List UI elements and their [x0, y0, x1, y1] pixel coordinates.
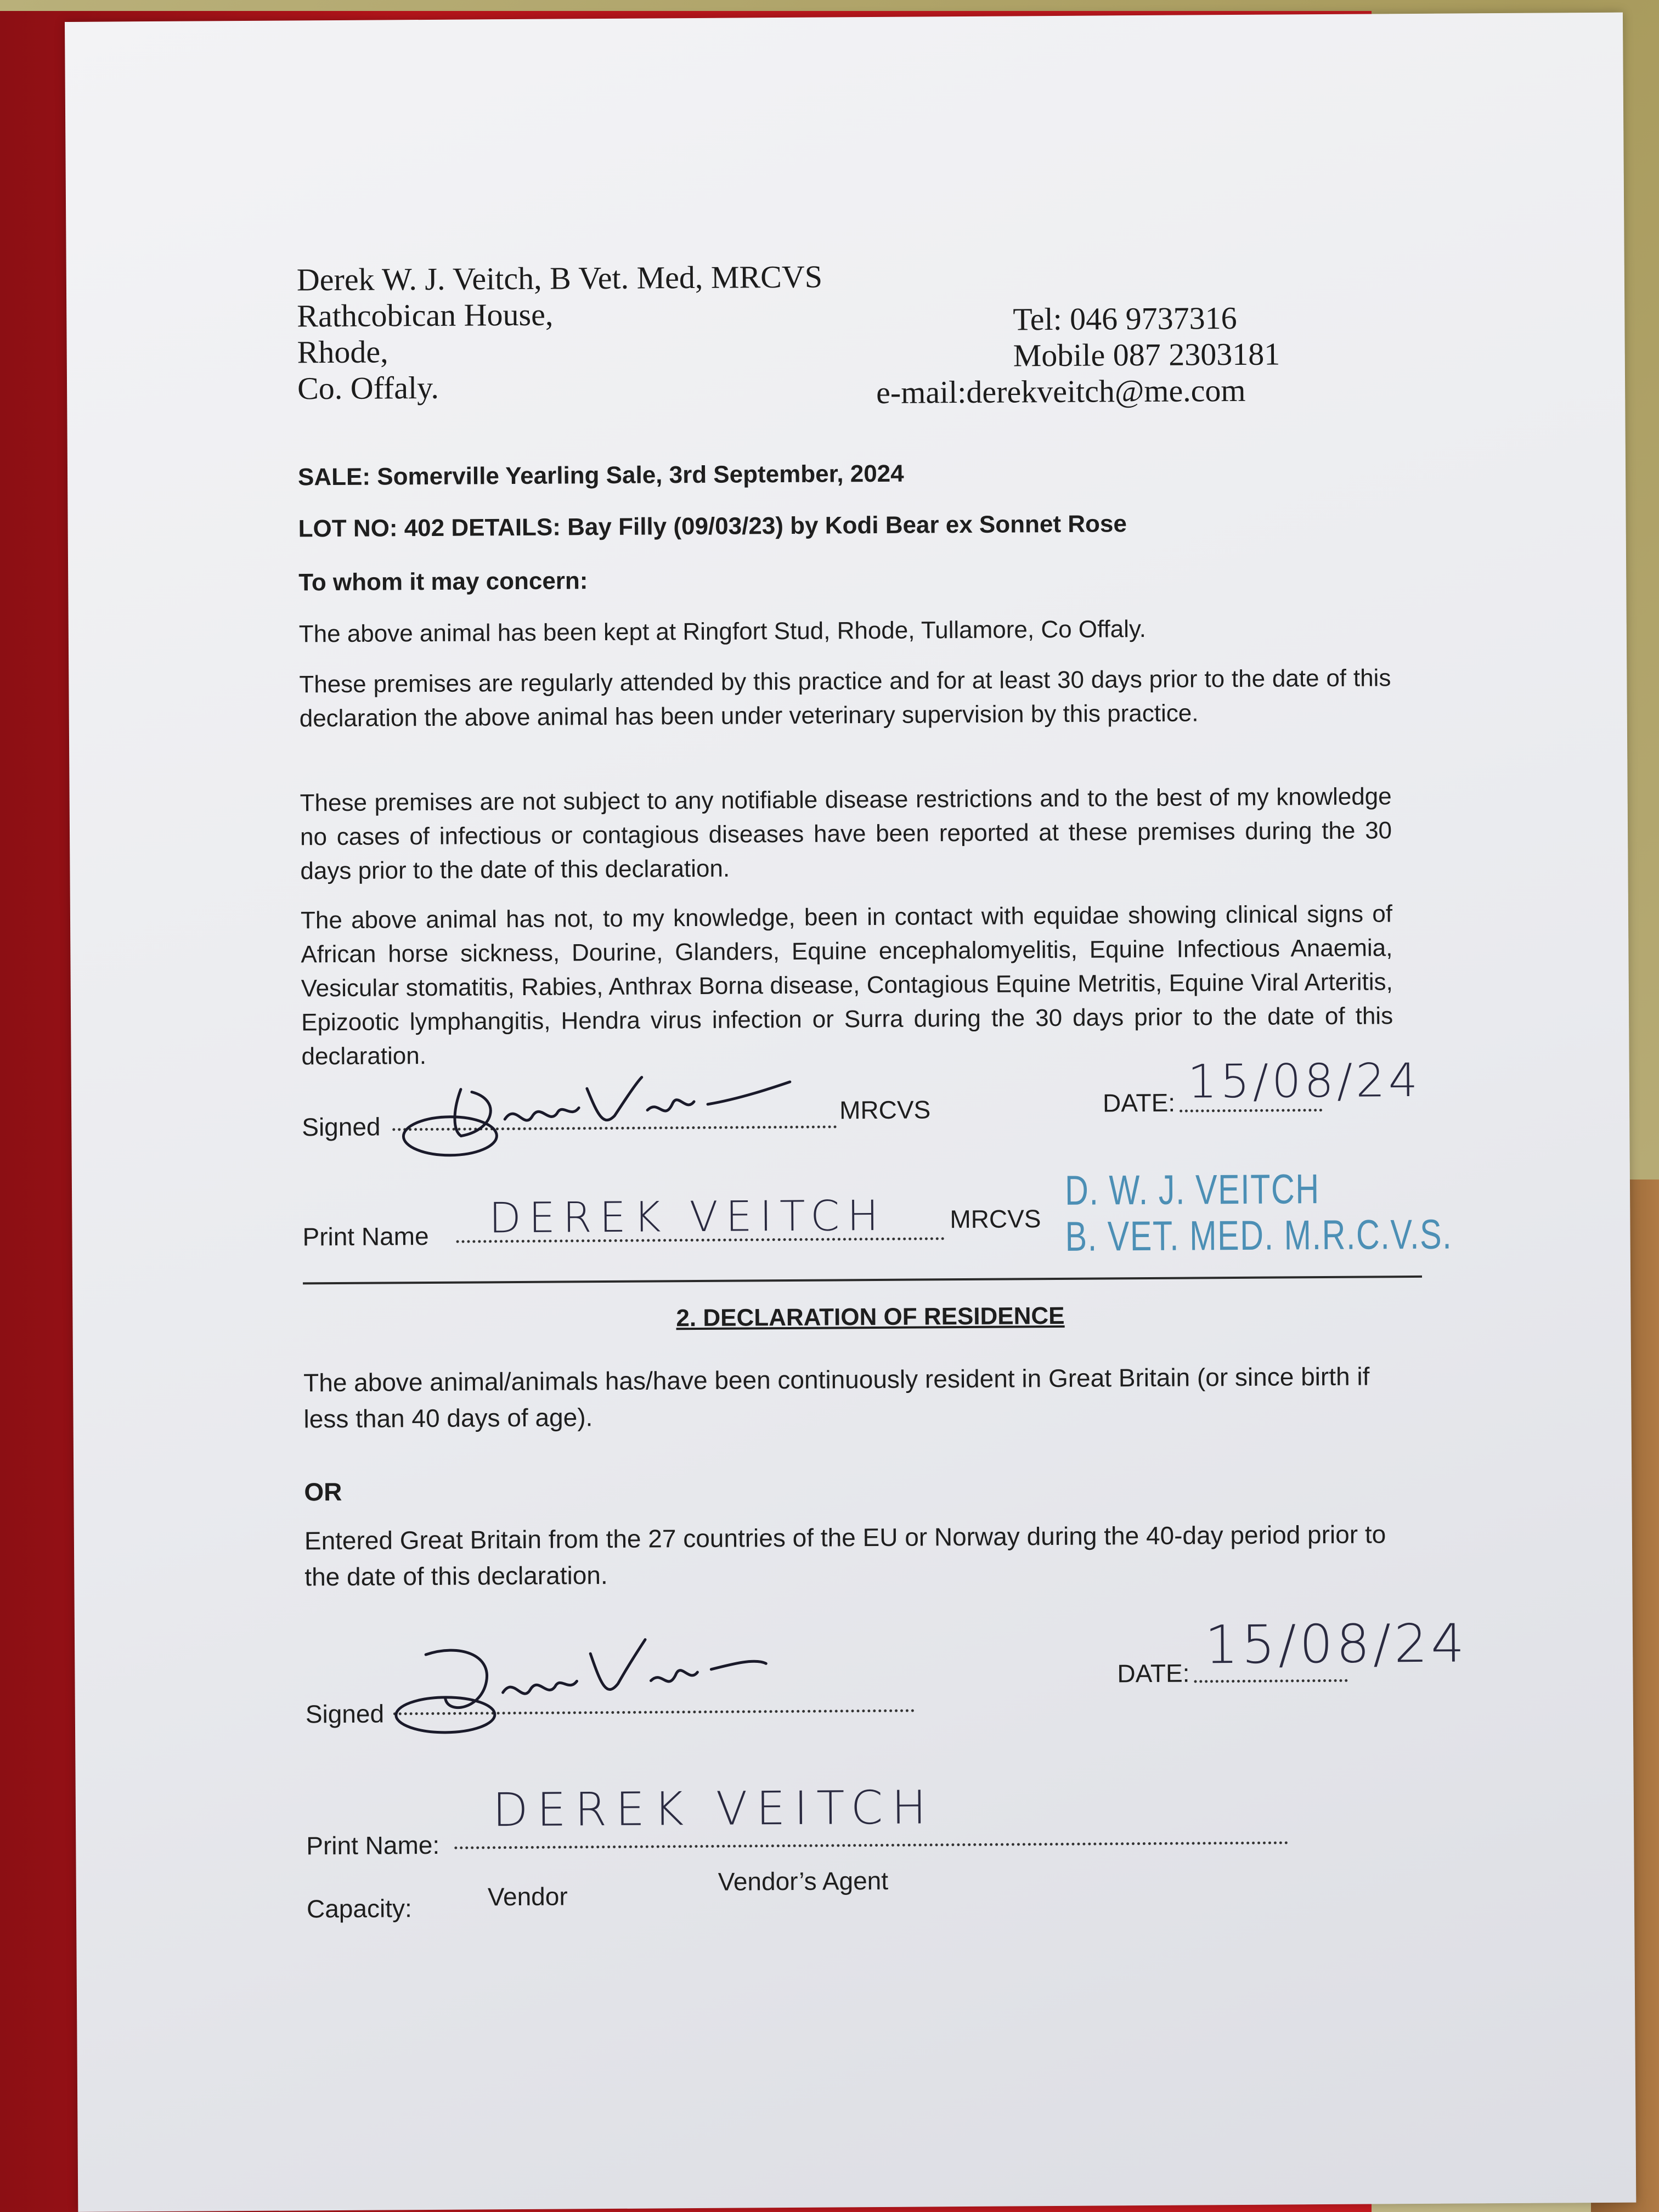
signed-label-2: Signed — [305, 1699, 385, 1729]
letterhead-address-2: Rhode, — [297, 334, 388, 370]
handwritten-print-name-1: DEREK VEITCH — [489, 1190, 887, 1243]
letterhead-name: Derek W. J. Veitch, B Vet. Med, MRCVS — [296, 258, 823, 298]
paragraph-restrictions: These premises are not subject to any notifiable disease restrictions and to the best of my knowledge no cases of infectious or contagious diseases have been reported at these premises during the 30 days prior to the date of this declaration. — [300, 783, 1392, 885]
vet-stamp-line-1: D. W. J. VEITCH — [1064, 1166, 1321, 1214]
capacity-option-vendors-agent: Vendor’s Agent — [718, 1866, 889, 1896]
letterhead-address-3: Co. Offaly. — [297, 369, 439, 407]
handwritten-signature-1 — [400, 1065, 818, 1161]
sale-line: SALE: Somerville Yearling Sale, 3rd September, 2024 — [297, 460, 904, 491]
section2-paragraph-2: Entered Great Britain from the 27 countries of the EU or Norway during the 40-day period prior to the date of this declaration. — [304, 1520, 1386, 1592]
mrcvs-label-2: MRCVS — [950, 1204, 1041, 1234]
date-label-2: DATE: — [1117, 1658, 1190, 1688]
print-name-label-2: Print Name: — [306, 1830, 440, 1860]
vet-stamp-line-2: B. VET. MED. M.R.C.V.S. — [1065, 1211, 1453, 1260]
section2-paragraph-1: The above animal/animals has/have been continuously resident in Great Britain (or since birth if less than 40 days of age). — [303, 1362, 1370, 1434]
or-label: OR — [304, 1477, 342, 1506]
capacity-option-vendor: Vendor — [487, 1882, 568, 1911]
print-name-label-1: Print Name — [302, 1221, 429, 1251]
lot-line: LOT NO: 402 DETAILS: Bay Filly (09/03/23) by Kodi Bear ex Sonnet Rose — [298, 510, 1127, 543]
declaration-document — [65, 13, 1636, 2212]
handwritten-signature-2 — [393, 1630, 810, 1737]
section2-heading: 2. DECLARATION OF RESIDENCE — [676, 1302, 1065, 1332]
signed-label-1: Signed — [302, 1112, 381, 1142]
paragraph-contact: The above animal has not, to my knowledge, been in contact with equidae showing clinical signs of African horse sickness, Dourine, Glanders, Equine encephalomyelitis, Equine Infectious Anaemia, Vesicular stomatitis, Rabies, Anthrax Borna disease, Contagious Equine Metritis, Equine Viral Arteritis, Epizootic lymphangitis, Hendra virus infection or Surra during the 30 days prior to the date of this declaration. — [300, 900, 1393, 1070]
letterhead-address-1: Rathcobican House, — [297, 296, 554, 334]
date-label-1: DATE: — [1102, 1088, 1176, 1118]
section-divider — [303, 1276, 1422, 1284]
greeting: To whom it may concern: — [298, 567, 588, 596]
letterhead-mobile: Mobile 087 2303181 — [1013, 336, 1280, 374]
paragraph-supervision: These premises are regularly attended by this practice and for at least 30 days prior to the date of this declaration the above animal has been under veterinary supervision by this practice. — [299, 664, 1391, 732]
paragraph-premises: The above animal has been kept at Ringfort Stud, Rhode, Tullamore, Co Offaly. — [298, 615, 1147, 648]
handwritten-date-2: 15/08/24 — [1204, 1612, 1468, 1676]
letterhead-tel: Tel: 046 9737316 — [1013, 300, 1237, 337]
date-line-2 — [1194, 1679, 1348, 1683]
handwritten-print-name-2: DEREK VEITCH — [492, 1780, 935, 1837]
date-line-1 — [1180, 1109, 1322, 1113]
letterhead-email: e-mail:derekveitch@me.com — [876, 372, 1246, 410]
print-name-line-2 — [454, 1841, 1288, 1849]
capacity-label: Capacity: — [306, 1894, 412, 1923]
mrcvs-label-1: MRCVS — [839, 1095, 931, 1125]
handwritten-date-1: 15/08/24 — [1187, 1053, 1421, 1109]
